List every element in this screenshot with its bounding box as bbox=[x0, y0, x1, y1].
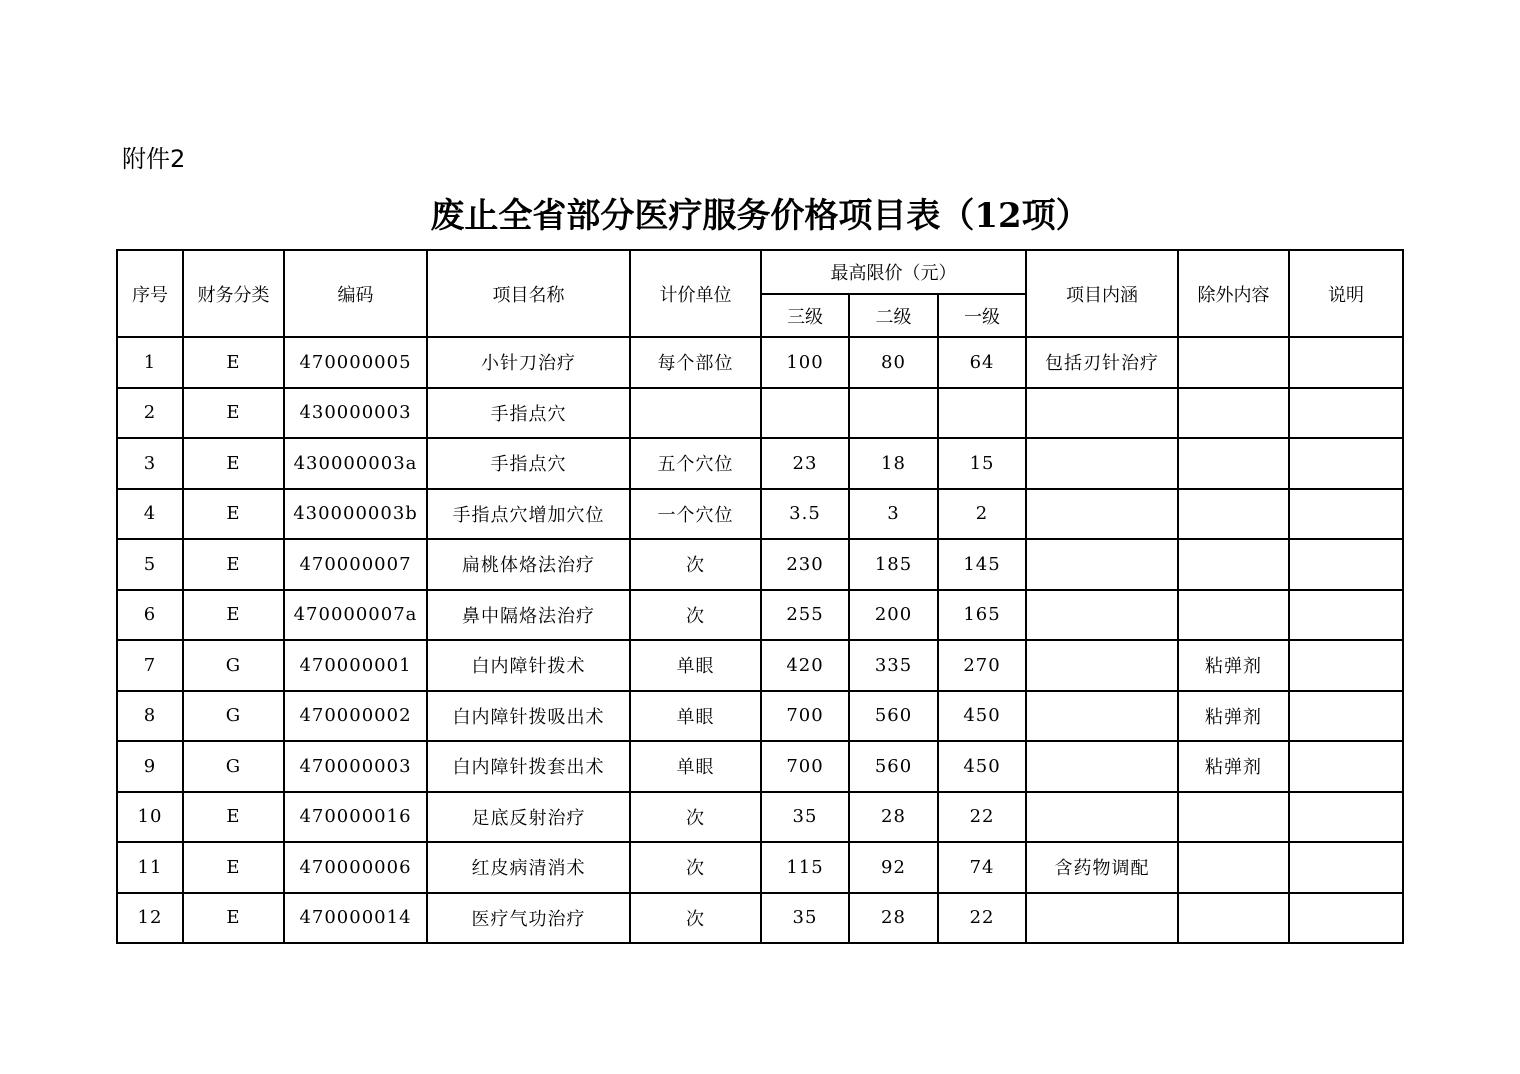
cell-level3: 100 bbox=[761, 337, 849, 388]
cell-level3: 700 bbox=[761, 691, 849, 742]
cell-unit: 次 bbox=[630, 539, 761, 590]
table-row bbox=[117, 489, 1403, 540]
header-max-price-group: 最高限价（元） bbox=[761, 250, 1026, 294]
cell-notes bbox=[1289, 539, 1403, 590]
cell-seq: 1 bbox=[117, 337, 183, 388]
cell-unit: 单眼 bbox=[630, 640, 761, 691]
cell-level2: 560 bbox=[849, 691, 938, 742]
cell-level1: 22 bbox=[938, 893, 1026, 944]
cell-level2: 18 bbox=[849, 438, 938, 489]
cell-exclusions bbox=[1178, 388, 1289, 439]
table-row bbox=[117, 741, 1403, 792]
cell-name: 白内障针拨吸出术 bbox=[427, 691, 630, 742]
cell-category: E bbox=[183, 337, 284, 388]
cell-exclusions bbox=[1178, 842, 1289, 893]
cell-exclusions bbox=[1178, 893, 1289, 944]
header-pricing-unit: 计价单位 bbox=[630, 250, 761, 337]
cell-name: 红皮病清消术 bbox=[427, 842, 630, 893]
cell-name: 手指点穴增加穴位 bbox=[427, 489, 630, 540]
cell-category: E bbox=[183, 590, 284, 641]
cell-notes bbox=[1289, 792, 1403, 843]
table-row bbox=[117, 590, 1403, 641]
cell-content bbox=[1026, 741, 1178, 792]
table-row bbox=[117, 640, 1403, 691]
header-code: 编码 bbox=[284, 250, 427, 337]
cell-notes bbox=[1289, 842, 1403, 893]
cell-content bbox=[1026, 388, 1178, 439]
cell-unit: 单眼 bbox=[630, 691, 761, 742]
table-row bbox=[117, 388, 1403, 439]
cell-unit: 每个部位 bbox=[630, 337, 761, 388]
cell-category: G bbox=[183, 691, 284, 742]
cell-name: 白内障针拨套出术 bbox=[427, 741, 630, 792]
header-notes: 说明 bbox=[1289, 250, 1403, 337]
cell-level1: 270 bbox=[938, 640, 1026, 691]
cell-unit: 单眼 bbox=[630, 741, 761, 792]
cell-level1: 165 bbox=[938, 590, 1026, 641]
cell-level2: 80 bbox=[849, 337, 938, 388]
cell-unit: 次 bbox=[630, 842, 761, 893]
cell-level1: 15 bbox=[938, 438, 1026, 489]
cell-seq: 12 bbox=[117, 893, 183, 944]
cell-name: 足底反射治疗 bbox=[427, 792, 630, 843]
cell-name: 白内障针拨术 bbox=[427, 640, 630, 691]
cell-notes bbox=[1289, 741, 1403, 792]
cell-category: G bbox=[183, 741, 284, 792]
document-title: 废止全省部分医疗服务价格项目表（12项） bbox=[430, 196, 1090, 236]
table-row bbox=[117, 792, 1403, 843]
cell-name: 医疗气功治疗 bbox=[427, 893, 630, 944]
cell-exclusions: 粘弹剂 bbox=[1178, 741, 1289, 792]
cell-category: E bbox=[183, 842, 284, 893]
cell-code: 470000007 bbox=[284, 539, 427, 590]
cell-notes bbox=[1289, 438, 1403, 489]
cell-content bbox=[1026, 893, 1178, 944]
cell-code: 470000014 bbox=[284, 893, 427, 944]
cell-exclusions bbox=[1178, 590, 1289, 641]
cell-level2: 200 bbox=[849, 590, 938, 641]
cell-content: 包括刃针治疗 bbox=[1026, 337, 1178, 388]
cell-notes bbox=[1289, 893, 1403, 944]
cell-exclusions: 粘弹剂 bbox=[1178, 691, 1289, 742]
cell-level2: 3 bbox=[849, 489, 938, 540]
cell-seq: 4 bbox=[117, 489, 183, 540]
attachment-label: 附件2 bbox=[122, 145, 186, 173]
cell-content bbox=[1026, 438, 1178, 489]
header-content: 项目内涵 bbox=[1026, 250, 1178, 337]
cell-name: 小针刀治疗 bbox=[427, 337, 630, 388]
cell-code: 470000007a bbox=[284, 590, 427, 641]
cell-unit: 次 bbox=[630, 893, 761, 944]
cell-exclusions bbox=[1178, 337, 1289, 388]
cell-level2: 185 bbox=[849, 539, 938, 590]
cell-code: 430000003a bbox=[284, 438, 427, 489]
cell-seq: 6 bbox=[117, 590, 183, 641]
header-level1: 一级 bbox=[938, 294, 1026, 337]
cell-notes bbox=[1289, 640, 1403, 691]
cell-unit: 次 bbox=[630, 792, 761, 843]
cell-level3: 23 bbox=[761, 438, 849, 489]
cell-name: 手指点穴 bbox=[427, 388, 630, 439]
cell-notes bbox=[1289, 337, 1403, 388]
cell-content bbox=[1026, 539, 1178, 590]
cell-level3: 115 bbox=[761, 842, 849, 893]
cell-level3: 35 bbox=[761, 893, 849, 944]
cell-exclusions bbox=[1178, 792, 1289, 843]
cell-category: E bbox=[183, 792, 284, 843]
cell-unit: 次 bbox=[630, 590, 761, 641]
cell-level3: 3.5 bbox=[761, 489, 849, 540]
cell-notes bbox=[1289, 388, 1403, 439]
cell-code: 470000005 bbox=[284, 337, 427, 388]
cell-level1 bbox=[938, 388, 1026, 439]
cell-code: 470000001 bbox=[284, 640, 427, 691]
cell-level3: 230 bbox=[761, 539, 849, 590]
header-finance-category: 财务分类 bbox=[183, 250, 284, 337]
cell-category: E bbox=[183, 489, 284, 540]
cell-notes bbox=[1289, 590, 1403, 641]
table-row bbox=[117, 539, 1403, 590]
cell-seq: 10 bbox=[117, 792, 183, 843]
cell-level1: 2 bbox=[938, 489, 1026, 540]
cell-name: 手指点穴 bbox=[427, 438, 630, 489]
cell-content: 含药物调配 bbox=[1026, 842, 1178, 893]
cell-content bbox=[1026, 590, 1178, 641]
cell-level2: 560 bbox=[849, 741, 938, 792]
header-seq: 序号 bbox=[117, 250, 183, 337]
cell-content bbox=[1026, 489, 1178, 540]
cell-level3: 700 bbox=[761, 741, 849, 792]
header-level3: 三级 bbox=[761, 294, 849, 337]
cell-level3: 255 bbox=[761, 590, 849, 641]
price-table bbox=[116, 249, 1404, 944]
table-row bbox=[117, 438, 1403, 489]
cell-content bbox=[1026, 792, 1178, 843]
cell-code: 430000003 bbox=[284, 388, 427, 439]
header-exclusions: 除外内容 bbox=[1178, 250, 1289, 337]
cell-unit: 一个穴位 bbox=[630, 489, 761, 540]
cell-code: 430000003b bbox=[284, 489, 427, 540]
header-row bbox=[117, 250, 1403, 294]
cell-level3 bbox=[761, 388, 849, 439]
cell-code: 470000002 bbox=[284, 691, 427, 742]
cell-level1: 450 bbox=[938, 741, 1026, 792]
cell-category: E bbox=[183, 438, 284, 489]
table-row bbox=[117, 691, 1403, 742]
cell-seq: 3 bbox=[117, 438, 183, 489]
cell-level3: 420 bbox=[761, 640, 849, 691]
header-item-name: 项目名称 bbox=[427, 250, 630, 337]
cell-content bbox=[1026, 691, 1178, 742]
cell-code: 470000003 bbox=[284, 741, 427, 792]
cell-category: E bbox=[183, 539, 284, 590]
cell-level1: 450 bbox=[938, 691, 1026, 742]
table-row bbox=[117, 893, 1403, 944]
cell-name: 扁桃体烙法治疗 bbox=[427, 539, 630, 590]
cell-exclusions bbox=[1178, 489, 1289, 540]
cell-exclusions: 粘弹剂 bbox=[1178, 640, 1289, 691]
cell-name: 鼻中隔烙法治疗 bbox=[427, 590, 630, 641]
cell-seq: 11 bbox=[117, 842, 183, 893]
cell-level2 bbox=[849, 388, 938, 439]
cell-notes bbox=[1289, 489, 1403, 540]
cell-level1: 22 bbox=[938, 792, 1026, 843]
cell-level3: 35 bbox=[761, 792, 849, 843]
cell-content bbox=[1026, 640, 1178, 691]
cell-code: 470000006 bbox=[284, 842, 427, 893]
table-row bbox=[117, 337, 1403, 388]
table-row bbox=[117, 842, 1403, 893]
cell-unit: 五个穴位 bbox=[630, 438, 761, 489]
cell-level1: 64 bbox=[938, 337, 1026, 388]
cell-seq: 9 bbox=[117, 741, 183, 792]
header-level2: 二级 bbox=[849, 294, 938, 337]
cell-level1: 74 bbox=[938, 842, 1026, 893]
cell-category: G bbox=[183, 640, 284, 691]
cell-seq: 2 bbox=[117, 388, 183, 439]
cell-seq: 7 bbox=[117, 640, 183, 691]
cell-category: E bbox=[183, 893, 284, 944]
cell-unit bbox=[630, 388, 761, 439]
cell-level2: 28 bbox=[849, 792, 938, 843]
cell-code: 470000016 bbox=[284, 792, 427, 843]
cell-exclusions bbox=[1178, 539, 1289, 590]
cell-exclusions bbox=[1178, 438, 1289, 489]
cell-notes bbox=[1289, 691, 1403, 742]
table-body bbox=[117, 337, 1403, 943]
cell-seq: 5 bbox=[117, 539, 183, 590]
cell-category: E bbox=[183, 388, 284, 439]
cell-level1: 145 bbox=[938, 539, 1026, 590]
cell-level2: 92 bbox=[849, 842, 938, 893]
cell-level2: 28 bbox=[849, 893, 938, 944]
cell-seq: 8 bbox=[117, 691, 183, 742]
cell-level2: 335 bbox=[849, 640, 938, 691]
